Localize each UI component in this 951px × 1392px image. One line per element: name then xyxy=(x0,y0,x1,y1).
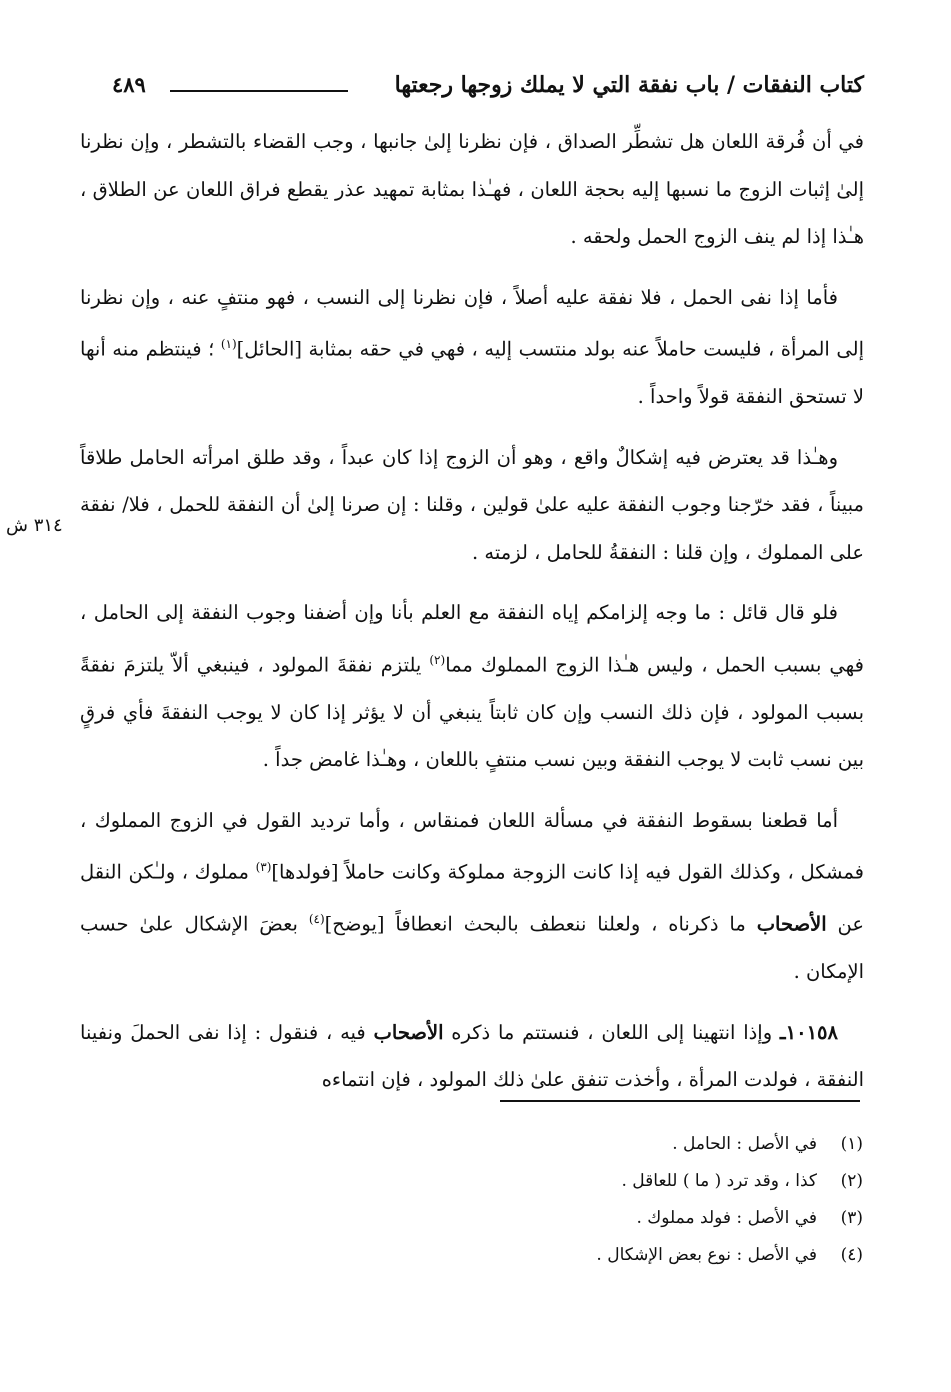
paragraph xyxy=(80,1009,864,1104)
footnote-separator xyxy=(500,1100,860,1102)
footnote-ref: (٢) xyxy=(429,652,446,667)
footnote-number: (١) xyxy=(840,1134,863,1154)
header-title: كتاب النفقات / باب نفقة التي لا يملك زوجها رجعتها xyxy=(394,72,864,98)
footnotes xyxy=(263,1126,863,1274)
header-rule xyxy=(170,90,348,92)
text-run: مملوك ، ولـٰكن النقل عن xyxy=(80,860,865,936)
footnote xyxy=(263,1163,863,1200)
text-run: وإذا انتهينا إلى اللعان ، فنستتم ما ذكره xyxy=(443,1020,780,1044)
text-run: ؛ فينتظم منه أنها لا تستحق النفقة قولاً واحداً . xyxy=(80,337,864,408)
paragraph xyxy=(80,434,864,577)
footnote xyxy=(263,1237,863,1274)
bold-term: ١٠١٥٨ـ xyxy=(779,1020,838,1044)
footnote-number: (٢) xyxy=(840,1171,863,1191)
text-run: بعضَ الإشكال علىٰ حسب الإمكان . xyxy=(80,912,864,983)
footnote-ref: (٤) xyxy=(308,912,325,926)
running-header xyxy=(112,72,864,108)
page-number: ٤٨٩ xyxy=(112,72,146,97)
text-run: وهـٰذا قد يعترض فيه إشكالٌ واقع ، وهو أن الزوج إذا كان عبداً ، وقد طلق امرأته الحامل طلاقاً مبيناً ، فقد خرّجنا وجوب النفقة عليه علىٰ قولين ، وقلنا : إن صرنا إلىٰ أن النفقة للحمل ، فلا/ نفقة على المملوك ، وإن قلنا : النفقةُ للحامل ، لزمته . xyxy=(80,445,864,564)
footnote-text: في الأصل : نوع بعض الإشكال . xyxy=(596,1245,817,1265)
text-run: ما ذكرناه ، ولعلنا ننعطف بالبحث انعطافاً [يوضح] xyxy=(324,912,757,936)
text-run: فلو قال قائل : ما وجه إلزامكم إياه النفقة مع العلم بأنا وإن أضفنا وجوب النفقة إلى الحامل ، فهي بسبب الحمل ، وليس هـٰذا الزوج المملوك مما xyxy=(80,601,864,676)
footnote xyxy=(263,1200,863,1237)
main-text xyxy=(80,118,864,1117)
paragraph xyxy=(80,274,864,421)
text-run: فيه ، فنقول : إذا نفى الحملَ ونفينا النفقة ، فولدت المرأة ، وأخذت تنفق علىٰ ذلك المولود ، فإن انتماءه xyxy=(80,1020,864,1091)
footnote-text: في الأصل : الحامل . xyxy=(672,1134,817,1154)
footnote-text: كذا ، وقد ترد ( ما ) للعاقل . xyxy=(621,1171,817,1191)
footnote-number: (٣) xyxy=(840,1208,863,1228)
footnote-number: (٤) xyxy=(840,1245,863,1265)
text-run: أما قطعنا بسقوط النفقة في مسألة اللعان فمنقاس ، وأما ترديد القول في الزوج المملوك ، فمشكل ، وكذلك القول فيه إذا كانت الزوجة مملوكة وكانت حاملاً [فولدها] xyxy=(80,808,864,884)
bold-term: الأصحاب xyxy=(373,1020,444,1044)
footnote xyxy=(263,1126,863,1163)
footnote-text: في الأصل : فولد مملوك . xyxy=(636,1208,817,1228)
paragraph xyxy=(80,589,864,784)
text-run: فأما إذا نفى الحمل ، فلا نفقة عليه أصلاً ، فإن نظرنا إلى النسب ، فهو منتفٍ عنه ، وإن نظرنا إلى المرأة ، فليست حاملاً عنه بولد منتسب إليه ، فهي في حقه بمثابة [الحائل] xyxy=(80,285,864,361)
bold-term: الأصحاب xyxy=(756,912,827,936)
margin-manuscript-note: ٣١٤ ش xyxy=(6,515,63,536)
footnote-ref: (٣) xyxy=(255,860,272,874)
paragraph xyxy=(80,118,864,261)
text-run: يلتزم نفقةَ المولود ، فينبغي ألاّ يلتزمَ نفقةً بسبب المولود ، فإن ذلك النسب وإن كان ثابتاً ينبغي أن لا يؤثر إذا كان لا يوجب النفقةَ فأي فرقٍ بين نسب ثابت لا يوجب النفقة وبين نسب منتفٍ باللعان ، وهـٰذا غامض جداً . xyxy=(80,653,864,771)
text-run: في أن فُرقة اللعان هل تشطِّر الصداق ، فإن نظرنا إلىٰ جانبها ، وجب القضاء بالتشطر ، وإن نظرنا إلىٰ إثبات الزوج ما نسبها إليه بحجة اللعان ، فهـٰذا بمثابة تمهيد عذر يقطع فراق اللعان عن الطلاق ، هـٰذا إذا لم ينف الزوج الحمل ولحقه . xyxy=(80,130,864,248)
paragraph xyxy=(80,797,864,996)
footnote-ref: (١) xyxy=(220,337,237,351)
